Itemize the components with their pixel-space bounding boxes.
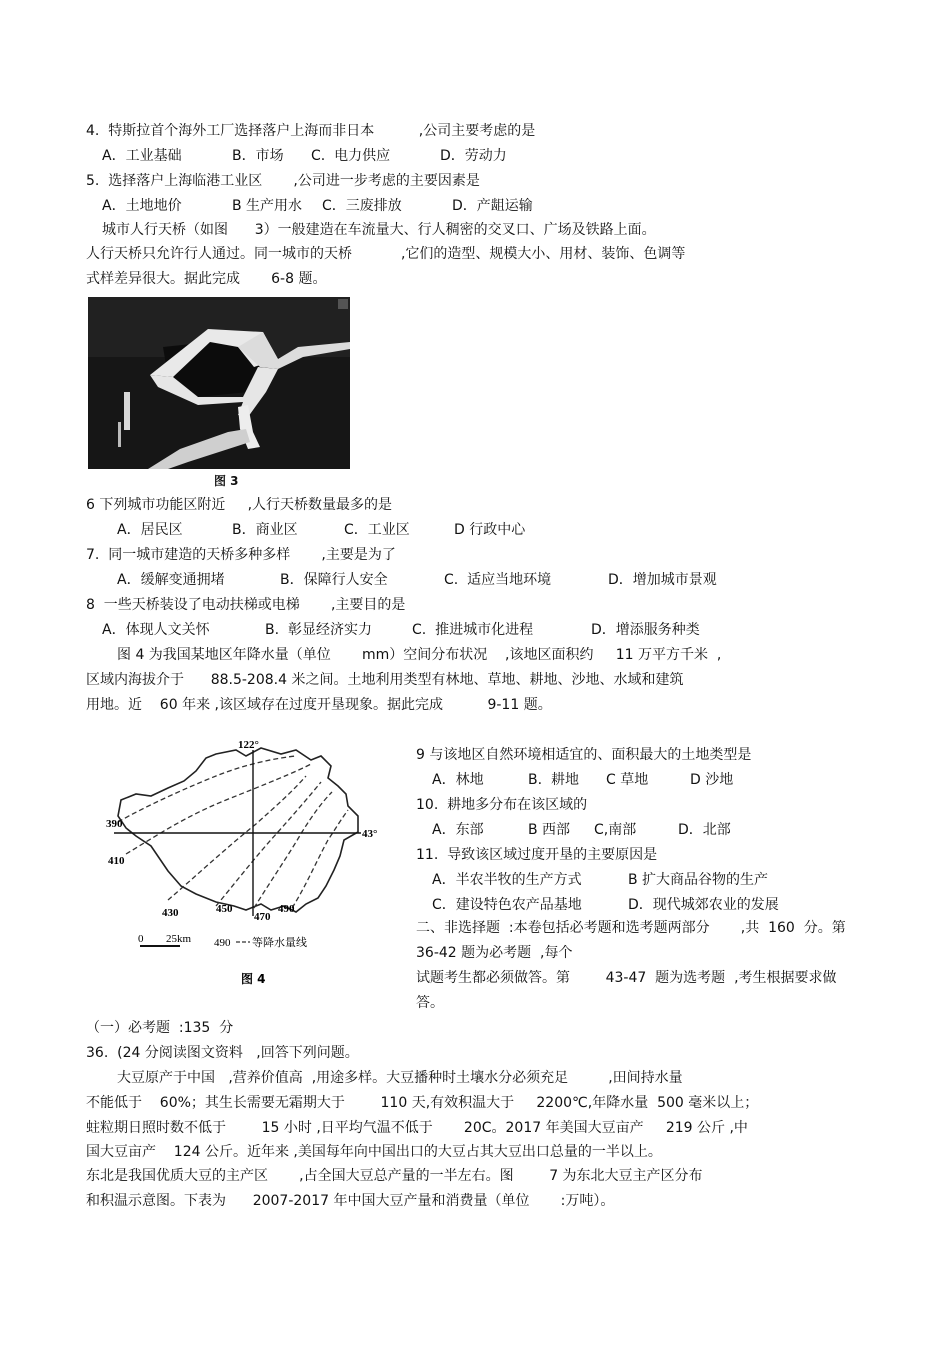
q36-line-5: 东北是我国优质大豆的主产区 ,占全国大豆总产量的一半左右。图 7 为东北大豆主产区分布 xyxy=(86,1168,703,1184)
q5-option-b: B 生产用水 xyxy=(232,198,303,214)
q10-stem: 10. 耕地多分布在该区域的 xyxy=(416,797,588,813)
legend-label: 等降水量线 xyxy=(252,936,307,949)
figure-4-caption: 图 4 xyxy=(241,972,266,986)
q6-option-a: A．居民区 xyxy=(117,522,183,538)
q8-option-c: C. 推进城市化进程 xyxy=(412,622,534,638)
intro2-line-3: 用地。近 60 年来 ,该区域存在过度开垦现象。据此完成 9-11 题。 xyxy=(86,697,552,713)
q6-option-d: D 行政中心 xyxy=(454,522,526,538)
q5-option-d: D．产龃运输 xyxy=(452,198,533,214)
q4-option-d: D．劳动力 xyxy=(440,148,507,164)
isohyet-label-490: 490 xyxy=(278,903,295,915)
section2-line-1: 二、非选择题 :本卷包括必考题和选考题两部分 ,共 160 分。第 xyxy=(416,920,846,936)
section2-line-3: 试题考生都必须做答。第 43-47 题为选考题 ,考生根据要求做 xyxy=(416,970,837,986)
q8-option-a: A．体现人文关怀 xyxy=(102,622,210,638)
q36-line-2: 不能低于 60%；其生长需要无霜期大于 110 天,有效积温大于 2200℃,年降水量 500 毫米以上； xyxy=(86,1095,759,1111)
q9-option-b: B. 耕地 xyxy=(528,772,579,788)
scale-zero: 0 xyxy=(138,933,144,945)
parallel-label: 43° xyxy=(362,828,378,840)
q4-stem: 4. 特斯拉首个海外工厂选择落户上海而非日本 ,公司主要考虑的是 xyxy=(86,123,536,139)
isohyet-390 xyxy=(118,756,296,822)
intro1-line-2: 人行天桥只允许行人通过。同一城市的天桥 ,它们的造型、规模大小、用材、装饰、色调等 xyxy=(86,246,686,262)
q7-option-d: D．增加城市景观 xyxy=(608,572,717,588)
q6-stem: 6 下列城市功能区附近 ,人行天桥数量最多的是 xyxy=(86,497,393,513)
q4-option-c: C. 电力供应 xyxy=(311,148,391,164)
q8-option-d: D．增添服务种类 xyxy=(591,622,700,638)
q6-option-c: C．工业区 xyxy=(344,522,410,538)
q5-stem: 5. 选择落户上海临港工业区 ,公司进一步考虑的主要因素是 xyxy=(86,173,480,189)
required-heading: （一）必考题 :135 分 xyxy=(86,1020,234,1036)
q9-option-a: A．林地 xyxy=(432,772,484,788)
q11-option-a: A．半农半牧的生产方式 xyxy=(432,872,582,888)
q7-stem: 7. 同一城市建造的天桥多种多样 ,主要是为了 xyxy=(86,547,396,563)
q7-option-c: C. 适应当地环境 xyxy=(444,572,552,588)
q5-option-a: A．土地地价 xyxy=(102,198,182,214)
q9-option-c: C 草地 xyxy=(606,772,649,788)
section2-line-4: 答。 xyxy=(416,995,444,1011)
section2-line-2: 36-42 题为必考题 ,每个 xyxy=(416,945,573,961)
figure-3-caption: 图 3 xyxy=(214,474,239,488)
q8-option-b: B. 彰显经济实力 xyxy=(265,622,372,638)
q10-option-a: A．东部 xyxy=(432,822,484,838)
q36-stem: 36. (24 分阅读图文资料 ,回答下列问题。 xyxy=(86,1045,359,1061)
q36-line-1: 大豆原产于中国 ,营养价值高 ,用途多样。大豆播种时土壤水分必须充足 ,田间持水量 xyxy=(117,1070,683,1086)
isohyet-label-430: 430 xyxy=(162,907,179,919)
q5-option-c: C．三废排放 xyxy=(322,198,402,214)
figure-4-map xyxy=(96,736,386,996)
isohyet-label-450: 450 xyxy=(216,903,233,915)
q36-line-3: 蛀粒期日照时数不低于 15 小时 ,日平均气温不低于 20C。2017 年美国大豆亩产 219 公斤 ,中 xyxy=(86,1120,748,1136)
q10-option-c: C,南部 xyxy=(594,822,637,838)
intro2-line-2: 区域内海拔介于 88.5-208.4 米之间。土地利用类型有林地、草地、耕地、沙地、水域和建筑 xyxy=(86,672,684,688)
legend-value: 490 xyxy=(214,937,231,949)
intro1-line-1: 城市人行天桥（如图 3）一般建造在车流量大、行人稠密的交叉口、广场及铁路上面。 xyxy=(102,222,656,238)
q11-option-c: C．建设特色农产品基地 xyxy=(432,897,582,913)
intro1-line-3: 式样差异很大。据此完成 6-8 题。 xyxy=(86,271,327,287)
q11-option-d: D．现代城郊农业的发展 xyxy=(628,897,779,913)
q9-option-d: D 沙地 xyxy=(690,772,734,788)
q10-option-d: D．北部 xyxy=(678,822,731,838)
figure-3-photo xyxy=(88,297,350,469)
q7-option-a: A．缓解变通拥堵 xyxy=(117,572,225,588)
isohyet-label-390: 390 xyxy=(106,818,123,830)
isohyet-490 xyxy=(292,810,348,908)
q4-option-a: A．工业基础 xyxy=(102,148,182,164)
q11-stem: 11. 导致该区域过度开垦的主要原因是 xyxy=(416,847,658,863)
isohyet-label-470: 470 xyxy=(254,911,271,923)
isohyet-label-410: 410 xyxy=(108,855,125,867)
intro2-line-1: 图 4 为我国某地区年降水量（单位 mm）空间分布状况 ,该地区面积约 11 万平方千米 , xyxy=(117,647,722,663)
q4-option-b: B．市场 xyxy=(232,148,284,164)
q7-option-b: B．保障行人安全 xyxy=(280,572,388,588)
meridian-label: 122° xyxy=(238,739,259,751)
region-outline xyxy=(118,748,358,912)
q8-stem: 8 一些天桥装设了电动扶梯或电梯 ,主要目的是 xyxy=(86,597,406,613)
isohyet-410 xyxy=(126,764,311,854)
q36-line-6: 和积温示意图。下表为 2007-2017 年中国大豆产量和消费量（单位 :万吨）。 xyxy=(86,1193,615,1209)
isohyet-430 xyxy=(168,776,306,900)
q9-stem: 9 与该地区自然环境相适宜的、面积最大的土地类型是 xyxy=(416,747,752,763)
q6-option-b: B．商业区 xyxy=(232,522,298,538)
q10-option-b: B 西部 xyxy=(528,822,571,838)
q36-line-4: 国大豆亩产 124 公斤。近年来 ,美国每年向中国出口的大豆占其大豆出口总量的一半以上。 xyxy=(86,1144,662,1160)
q11-option-b: B 扩大商品谷物的生产 xyxy=(628,872,769,888)
isohyet-470 xyxy=(254,792,332,908)
scale-label: 25km xyxy=(166,933,192,945)
